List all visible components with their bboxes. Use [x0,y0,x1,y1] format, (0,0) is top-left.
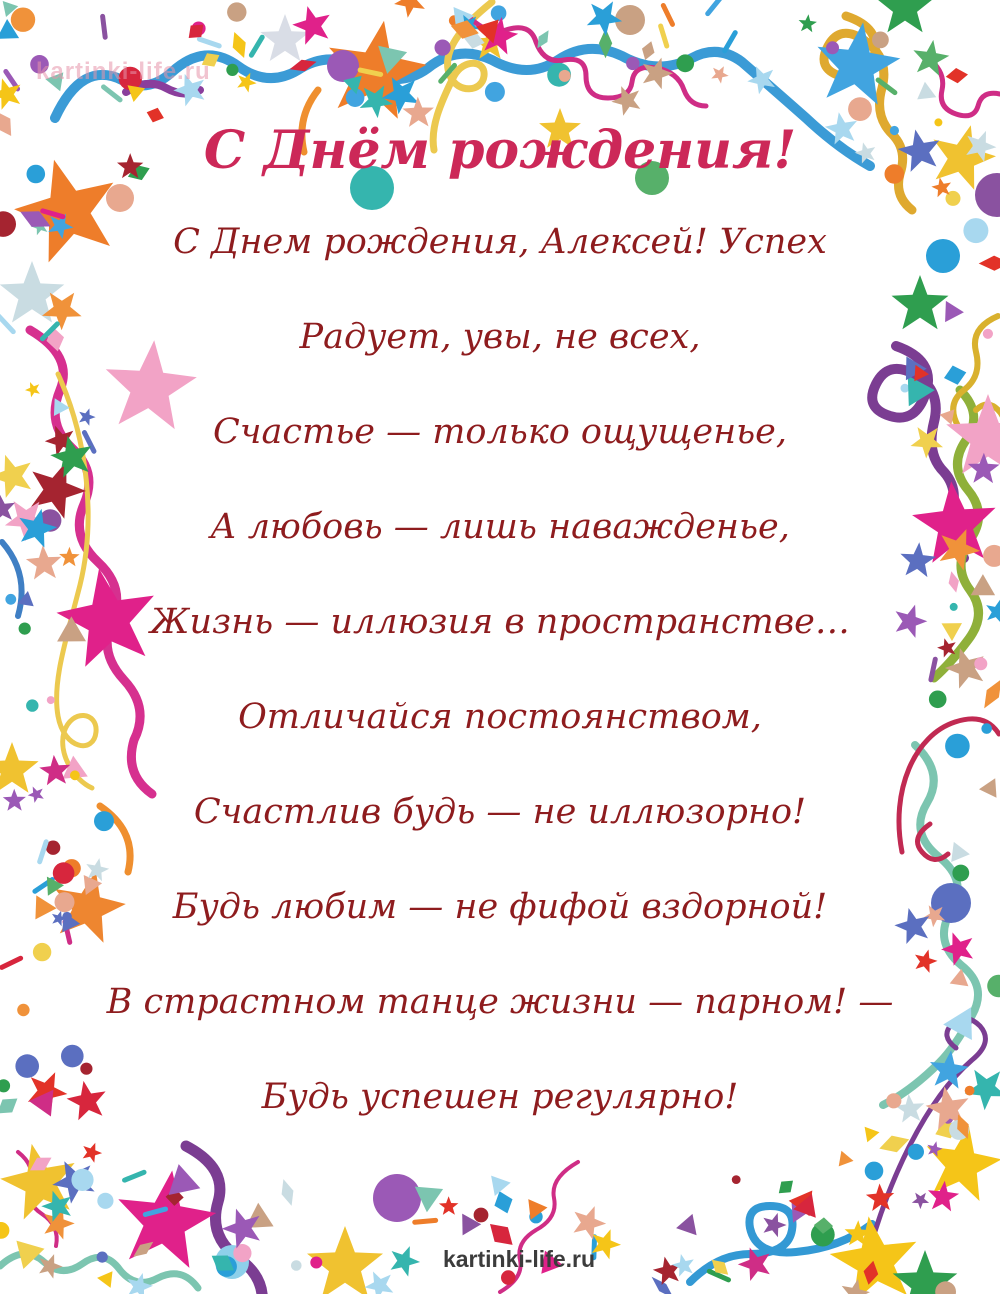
poem-line: Радует, увы, не всех, [299,316,701,357]
poem-line: Будь любим — не фифой вздорной! [172,886,828,927]
watermark-bottom: kartinki-life.ru [442,1246,596,1272]
poem-line: С Днем рождения, Алексей! Успех [173,221,827,262]
watermark-top-left: kartinki-life.ru [36,58,211,85]
poem-line: Будь успешен регулярно! [261,1076,739,1117]
poem-line: В страстном танце жизни — парном! — [106,981,894,1022]
card-title: С Днём рождения! [203,120,797,181]
poem-line: Счастье — только ощущенье, [212,411,788,452]
poem-line: Счастлив будь — не иллюзорно! [193,791,807,832]
poem-line: Жизнь — иллюзия в пространстве… [150,601,850,642]
poem-line: А любовь — лишь наважденье, [210,506,790,547]
poem [0,194,1000,1144]
poem-line: Отличайся постоянством, [238,696,762,737]
